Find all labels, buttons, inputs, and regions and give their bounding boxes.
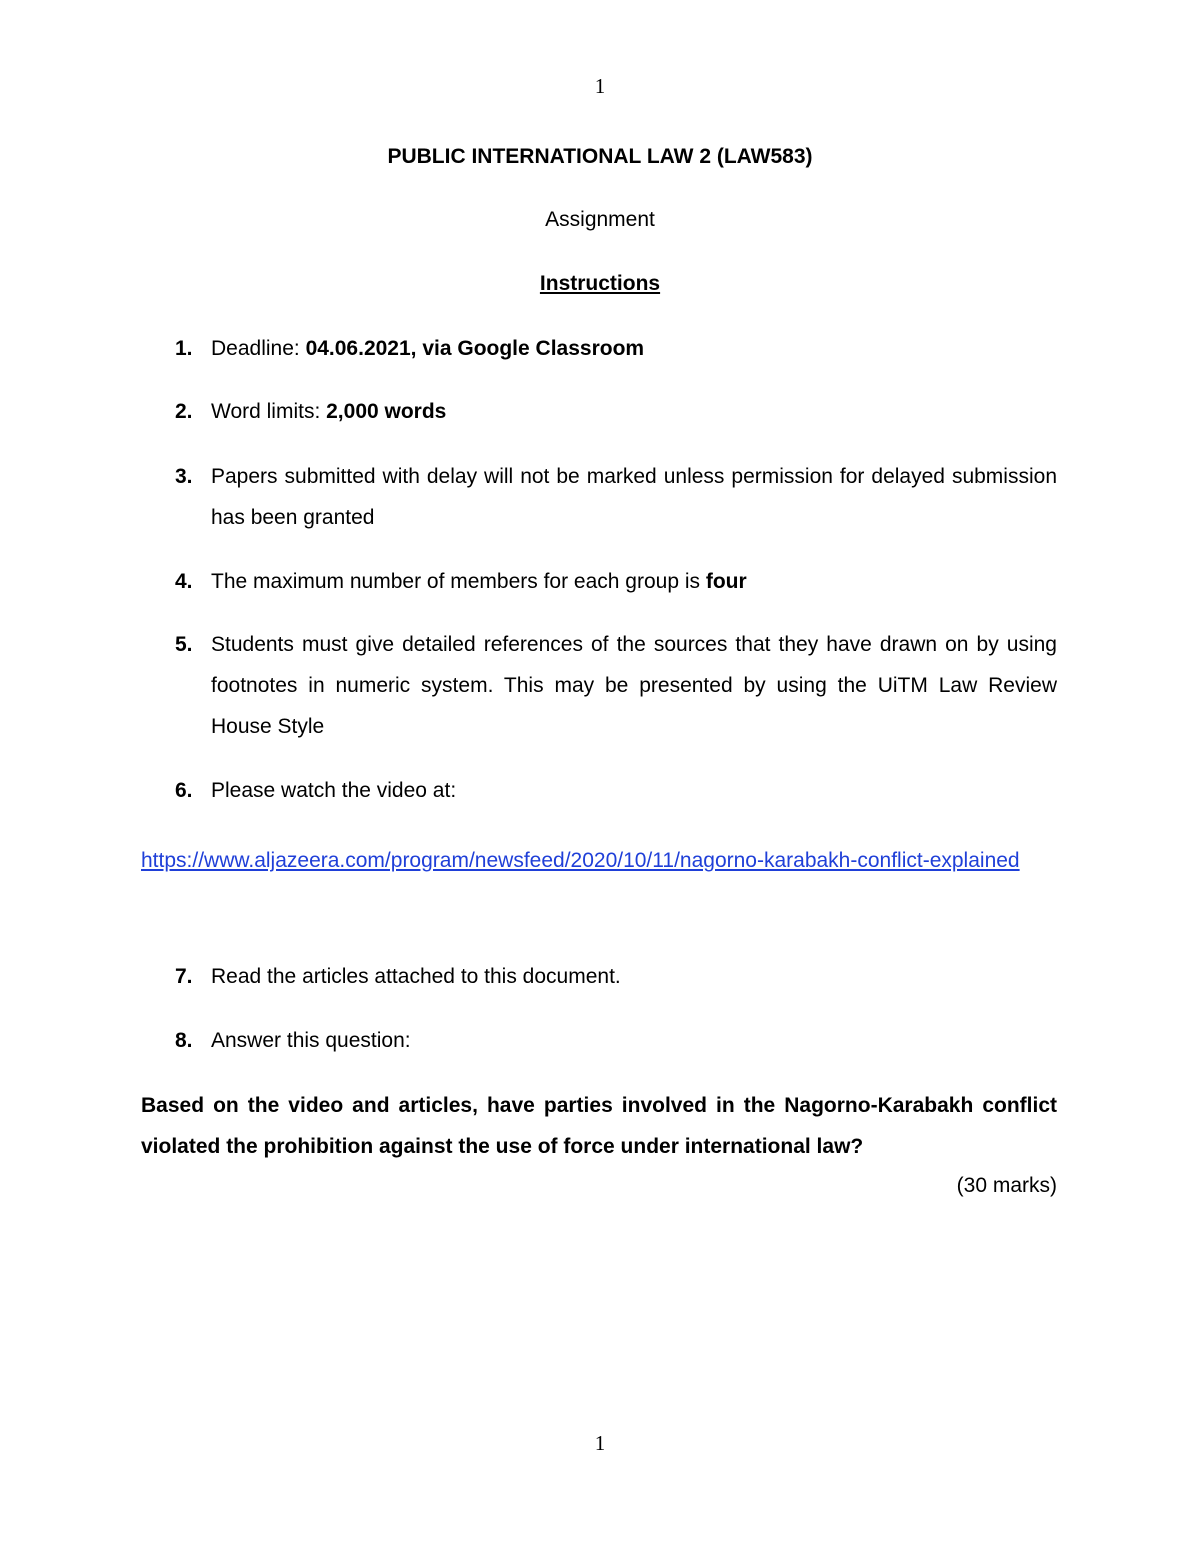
instruction-item-deadline: [141, 328, 1057, 369]
instruction-item-references: [141, 624, 1057, 747]
item-text: Word limits: 2,000 words: [211, 400, 447, 423]
item-text: Deadline: 04.06.2021, via Google Classroom: [211, 337, 645, 360]
footer-page-number: 1: [594, 1431, 606, 1455]
item-number: 4.: [175, 570, 193, 593]
item-number: 7.: [175, 965, 193, 988]
item-number: 3.: [175, 465, 193, 488]
instruction-item-late-submission: [141, 456, 1057, 538]
item-number: 8.: [175, 1029, 193, 1052]
item-number: 5.: [175, 633, 193, 656]
header-page-number: 1: [594, 74, 606, 98]
instruction-item-watch-video: [141, 770, 1057, 811]
document-title: PUBLIC INTERNATIONAL LAW 2 (LAW583): [387, 145, 813, 168]
instructions-heading: Instructions: [539, 272, 661, 295]
video-link[interactable]: https://www.aljazeera.com/program/newsfeed/2020/10/11/nagorno-karabakh-conflict-explained: [141, 849, 1020, 872]
instruction-item-word-limits: [141, 391, 1057, 432]
item-text: Papers submitted with delay will not be marked unless permission for delayed submission has been granted: [211, 465, 1057, 529]
assignment-question: Based on the video and articles, have parties involved in the Nagorno-Karabakh conflict violated the prohibition against the use of force under international law?: [141, 1094, 1057, 1158]
item-text: Read the articles attached to this document.: [211, 965, 621, 988]
instruction-item-group-size: [141, 561, 1057, 602]
instruction-item-read-articles: [141, 956, 1057, 997]
marks-allocation: (30 marks): [956, 1174, 1057, 1197]
item-number: 6.: [175, 779, 193, 802]
item-number: 2.: [175, 400, 193, 423]
item-text: The maximum number of members for each group is four: [211, 570, 747, 593]
document-subtitle: Assignment: [545, 208, 655, 231]
instruction-item-answer-question: [141, 1020, 1057, 1061]
item-text: Please watch the video at:: [211, 779, 457, 802]
item-number: 1.: [175, 337, 193, 360]
item-text: Answer this question:: [211, 1029, 411, 1052]
item-text: Students must give detailed references of the sources that they have drawn on by using footnotes in numeric system. This may be presented by using the UiTM Law Review House Style: [211, 633, 1057, 738]
